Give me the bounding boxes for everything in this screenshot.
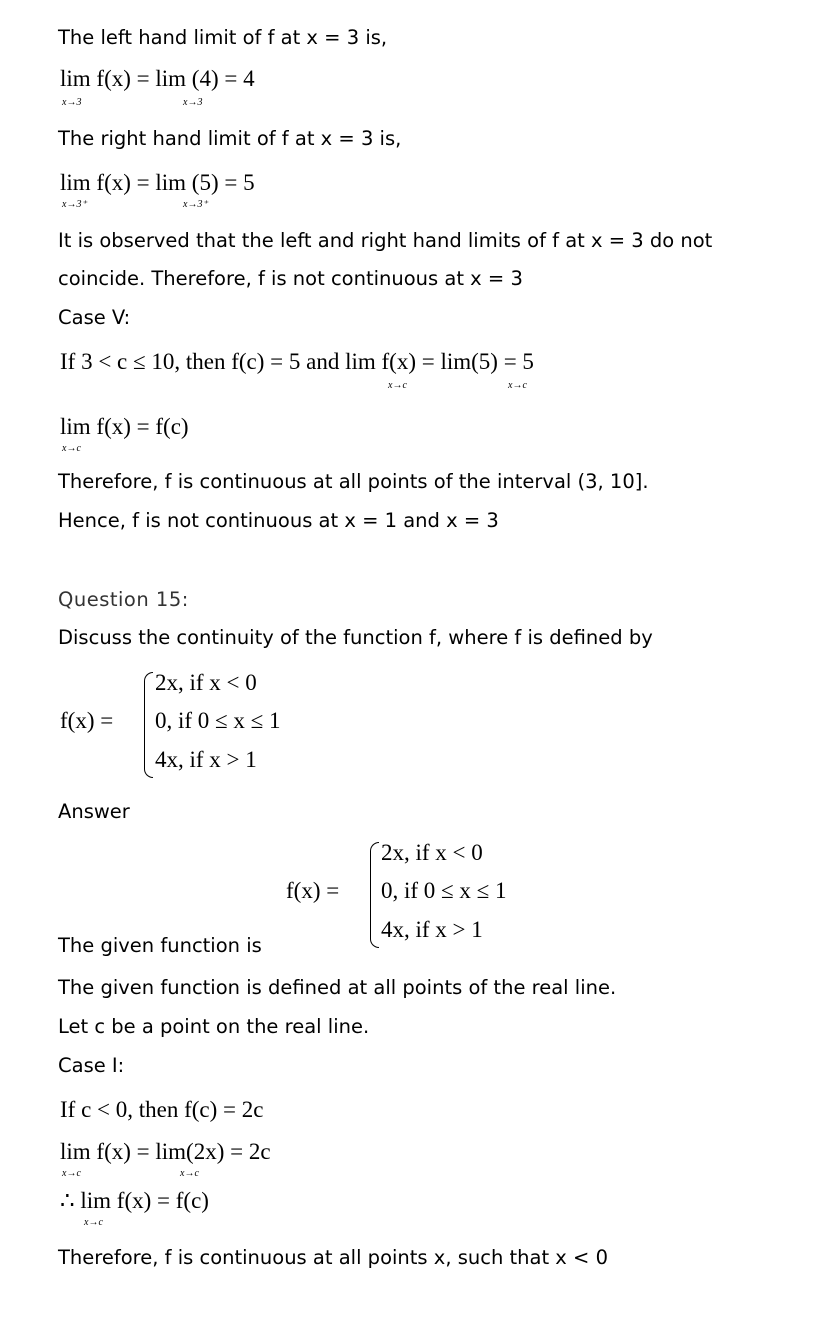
text-line: The given function is defined at all points of the real line. <box>58 976 617 999</box>
limit-subscript: x→c <box>62 1168 81 1179</box>
text-line: Let c be a point on the real line. <box>58 1015 370 1038</box>
case-heading: Case I: <box>58 1054 125 1077</box>
piecewise-case: 4x, if x > 1 <box>381 917 483 942</box>
piecewise-case: 2x, if x < 0 <box>155 670 257 695</box>
limit-subscript: x→3⁺ <box>183 199 208 210</box>
limit-subscript: x→3 <box>62 97 82 108</box>
text-line: Therefore, f is continuous at all points of the interval (3, 10]. <box>58 470 649 493</box>
math-equation: ∴ lim f(x) = f(c) <box>60 1188 209 1213</box>
text-line: Therefore, f is continuous at all points x, such that x < 0 <box>58 1246 608 1269</box>
limit-subscript: x→c <box>388 380 407 391</box>
limit-subscript: x→c <box>180 1168 199 1179</box>
text-line: Hence, f is not continuous at x = 1 and x = 3 <box>58 509 499 532</box>
piecewise-case: 0, if 0 ≤ x ≤ 1 <box>381 878 507 903</box>
math-equation: lim f(x) = lim (5) = 5 <box>60 170 255 195</box>
piecewise-case: 2x, if x < 0 <box>381 840 483 865</box>
text-line: The right hand limit of f at x = 3 is, <box>58 127 402 150</box>
math-equation: If c < 0, then f(c) = 2c <box>60 1097 264 1122</box>
math-equation: If 3 < c ≤ 10, then f(c) = 5 and lim f(x) = lim(5) = 5 <box>60 349 534 374</box>
text-line: It is observed that the left and right hand limits of f at x = 3 do not <box>58 229 713 252</box>
math-equation: lim f(x) = lim(2x) = 2c <box>60 1139 271 1164</box>
piecewise-brace <box>370 842 379 948</box>
text-line: The given function is <box>58 934 262 957</box>
limit-subscript: x→c <box>508 380 527 391</box>
limit-subscript: x→3 <box>183 97 203 108</box>
math-equation: lim f(x) = lim (4) = 4 <box>60 66 255 91</box>
limit-subscript: x→3⁺ <box>62 199 87 210</box>
piecewise-case: 0, if 0 ≤ x ≤ 1 <box>155 708 281 733</box>
piecewise-lhs: f(x) = <box>60 708 114 733</box>
question-text: Discuss the continuity of the function f, where f is defined by <box>58 626 653 649</box>
limit-subscript: x→c <box>62 443 81 454</box>
text-line: coincide. Therefore, f is not continuous at x = 3 <box>58 267 523 290</box>
question-heading: Question 15: <box>58 588 189 611</box>
case-heading: Case V: <box>58 306 131 329</box>
piecewise-brace <box>144 672 153 778</box>
piecewise-lhs: f(x) = <box>286 878 340 903</box>
math-equation: lim f(x) = f(c) <box>60 414 189 439</box>
text-line: The left hand limit of f at x = 3 is, <box>58 26 388 49</box>
limit-subscript: x→c <box>84 1217 103 1228</box>
answer-heading: Answer <box>58 800 130 823</box>
piecewise-case: 4x, if x > 1 <box>155 747 257 772</box>
